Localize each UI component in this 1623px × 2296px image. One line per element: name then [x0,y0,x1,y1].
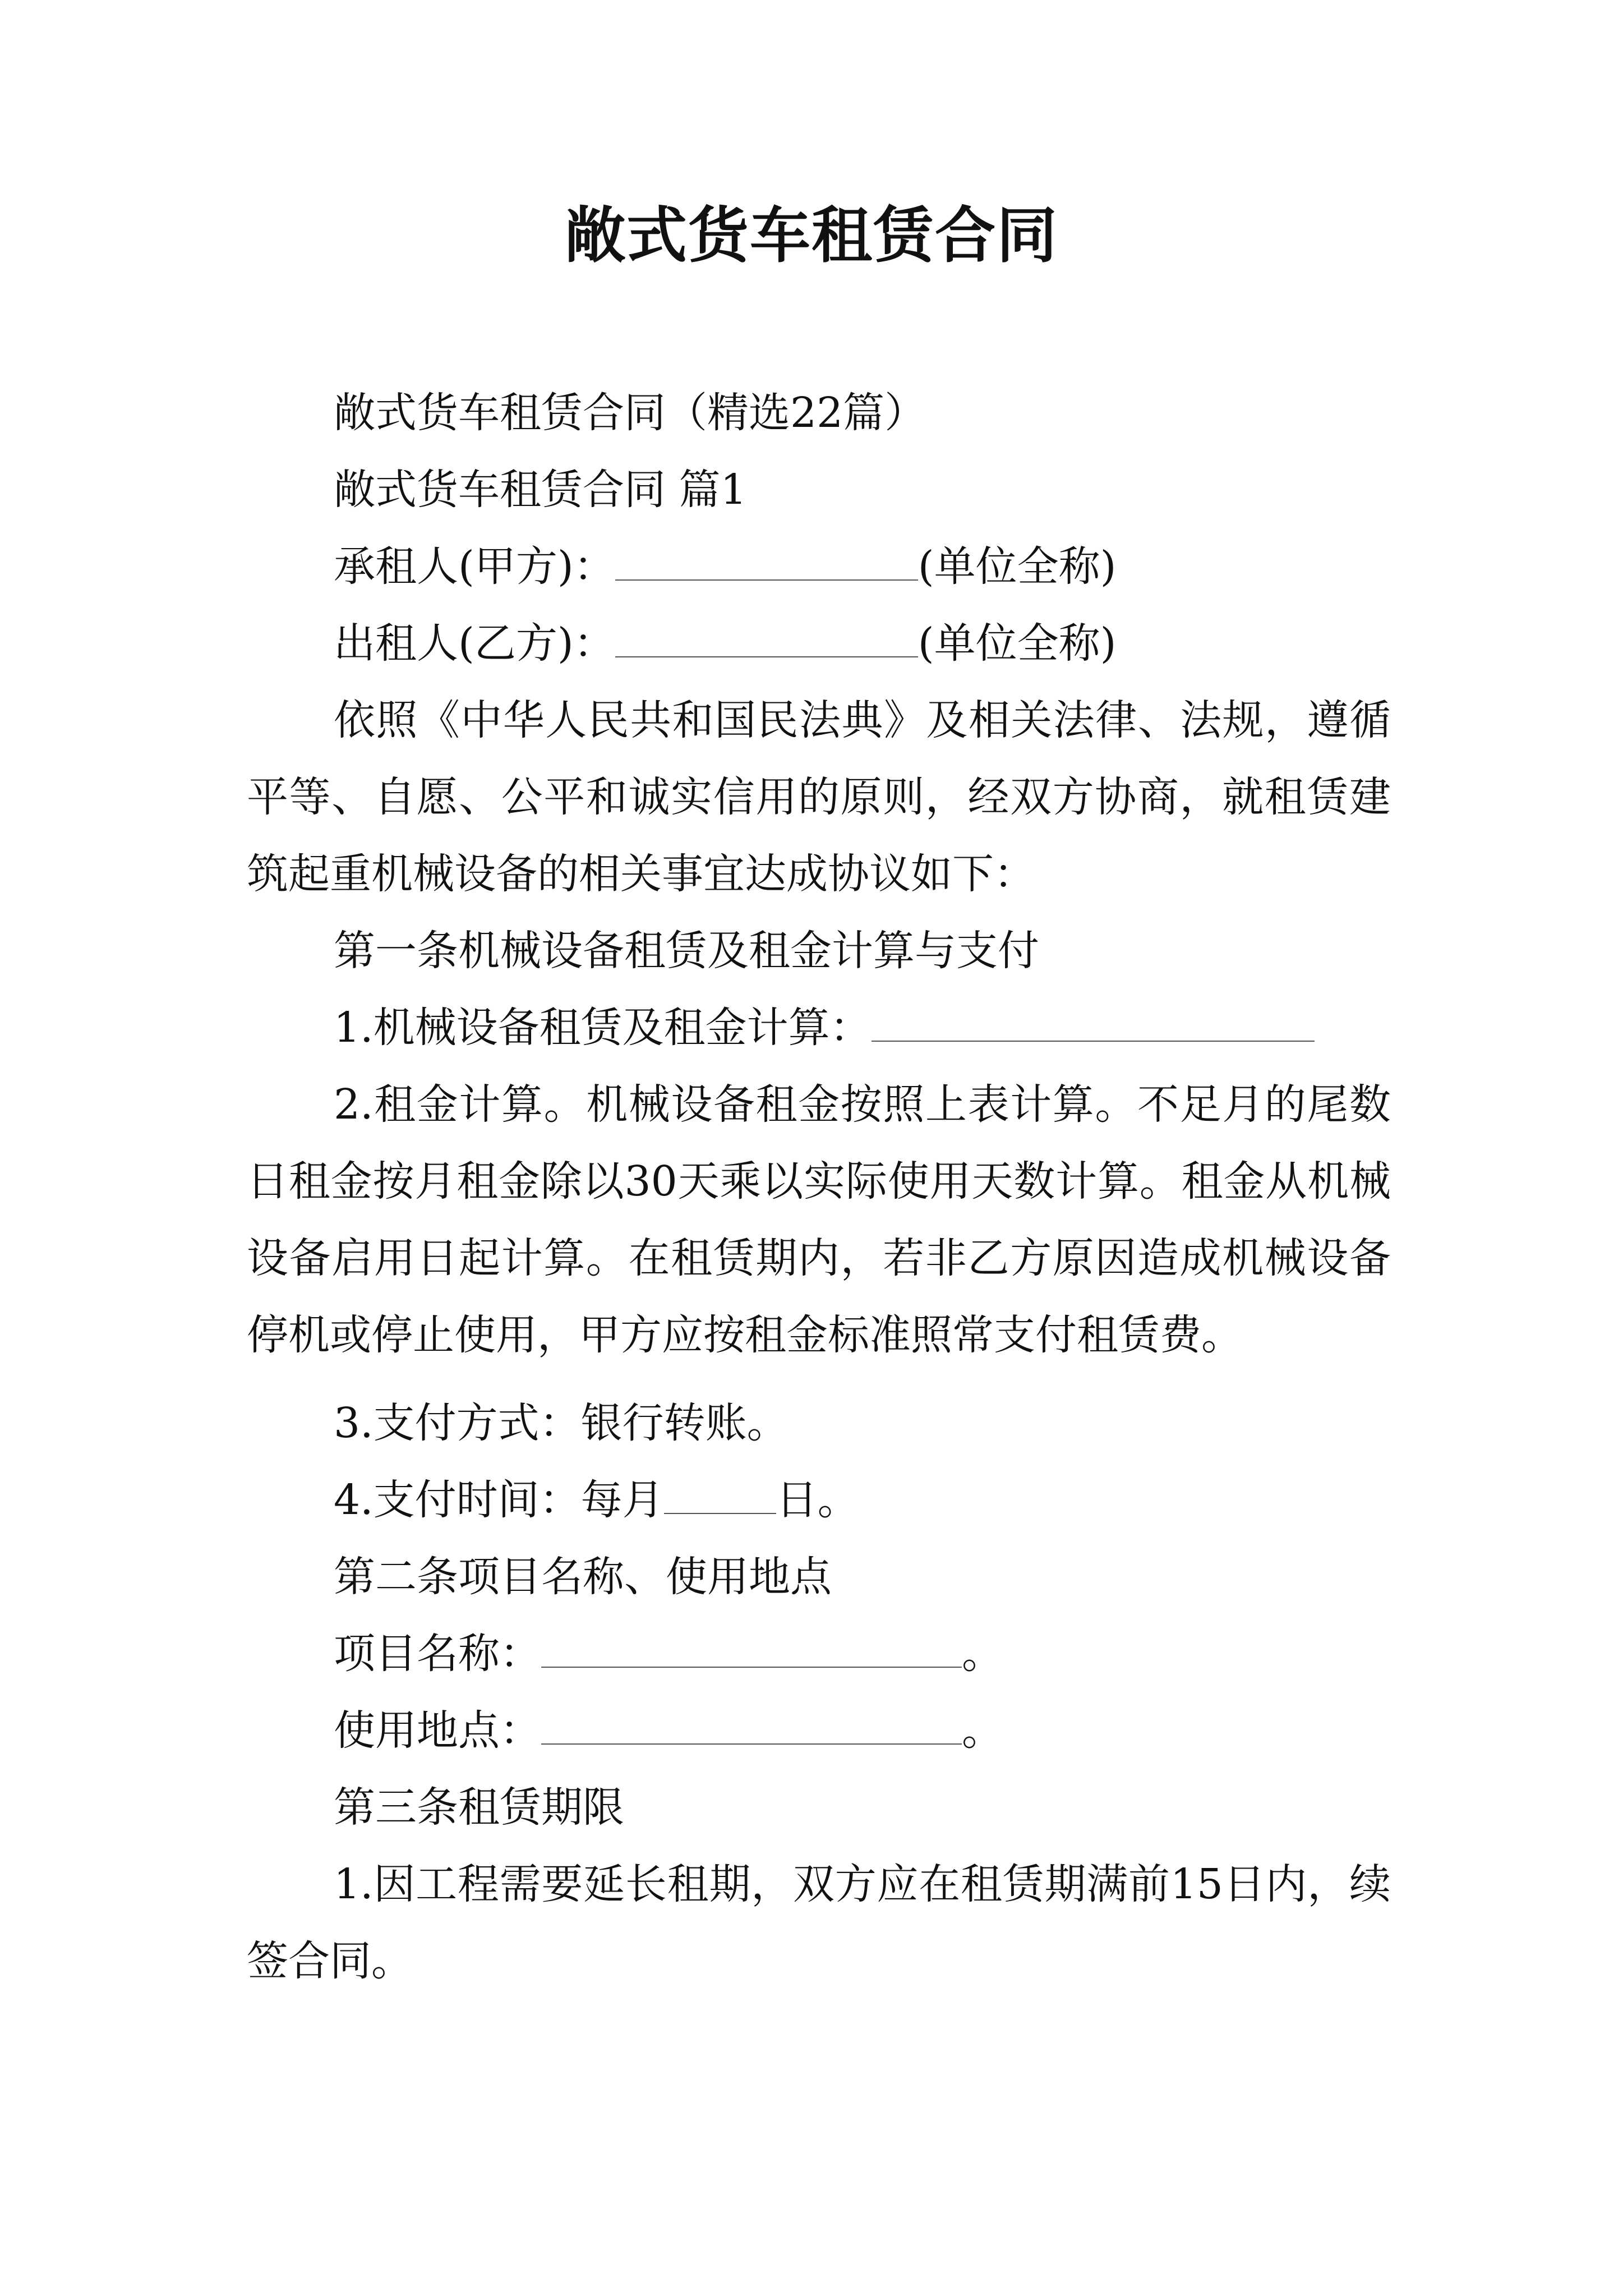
article3-item1: 1.因工程需要延长租期，双方应在租赁期满前15日内，续签合同。 [247,1860,1391,1985]
lessor-suffix: (单位全称) [917,619,1117,668]
article1-item4 [247,1462,1391,1539]
rent-calculation-blank [872,1001,1315,1042]
location-line [247,1692,1391,1769]
article1-item3: 3.支付方式：银行转账。 [334,1399,789,1447]
lessor-label: 出租人(乙方)： [334,619,615,668]
article1-item1 [247,990,1391,1066]
project-name-label: 项目名称： [334,1630,541,1678]
project-name-blank [541,1627,962,1668]
location-blank [541,1704,962,1745]
article1-item4-prefix: 4.支付时间：每月 [334,1476,664,1524]
lessee-line [247,528,1391,605]
section-heading: 敞式货车租赁合同 篇1 [334,466,747,514]
lessee-suffix: (单位全称) [917,542,1117,591]
location-label: 使用地点： [334,1706,541,1755]
article3-heading: 第三条租赁期限 [334,1783,624,1832]
location-end: 。 [962,1706,1003,1755]
project-name-line [247,1616,1391,1692]
project-name-end: 。 [962,1630,1003,1678]
lessor-line [247,605,1391,682]
article1-heading: 第一条机械设备租赁及租金计算与支付 [334,927,1039,975]
lessor-name-blank [615,617,918,657]
lessee-name-blank [615,540,918,581]
payment-day-blank [664,1474,776,1514]
article1-item4-suffix: 日。 [776,1476,859,1524]
subtitle: 敞式货车租赁合同（精选22篇） [334,389,926,437]
article1-item2: 2.租金计算。机械设备租金按照上表计算。不足月的尾数日租金按月租金除以30天乘以实际使用天数计算。租金从机械设备启用日起计算。在租赁期内，若非乙方原因造成机械设备停机或停止使用，甲方应按租金标准照常支付租赁费。 [247,1080,1391,1359]
lessee-label: 承租人(甲方)： [334,542,615,591]
article2-heading: 第二条项目名称、使用地点 [334,1553,832,1601]
preamble-paragraph: 依照《中华人民共和国民法典》及相关法律、法规，遵循平等、自愿、公平和诚实信用的原则，经双方协商，就租赁建筑起重机械设备的相关事宜达成协议如下： [247,696,1391,898]
article1-item1-label: 1.机械设备租赁及租金计算： [334,1004,872,1052]
document-title: 敞式货车租赁合同 [564,200,1058,271]
document-body [247,375,1391,2000]
